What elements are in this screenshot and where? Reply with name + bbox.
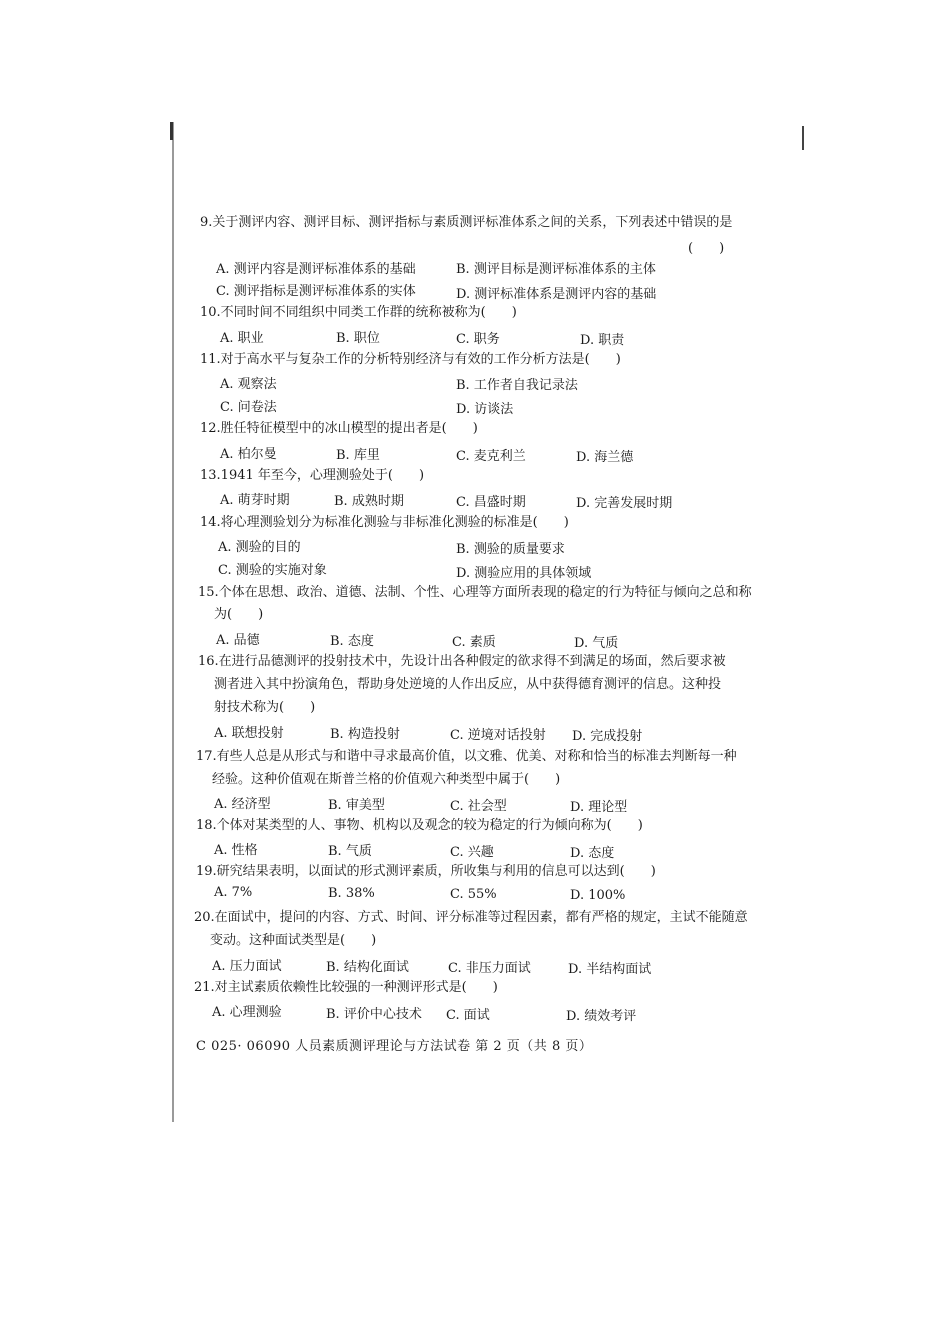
- option: A. 柏尔曼: [220, 447, 277, 462]
- question-stem: 13.1941 年至今，心理测验处于( ): [200, 468, 425, 483]
- option: D. 职责: [580, 333, 625, 348]
- question-stem: 17.有些人总是从形式与和谐中寻求最高价值，以文雅、优美、对称和恰当的标准去判断每一种: [196, 749, 737, 764]
- option: C. 55%: [450, 887, 497, 902]
- option: B. 气质: [328, 844, 372, 859]
- option: D. 理论型: [570, 800, 628, 815]
- option: D. 100%: [570, 888, 626, 903]
- option: C. 兴趣: [450, 845, 494, 860]
- option: A. 测验的目的: [218, 540, 301, 555]
- option: A. 联想投射: [214, 726, 284, 741]
- option: C. 测验的实施对象: [218, 563, 327, 578]
- question-stem-cont: 为( ): [214, 607, 264, 622]
- option: D. 态度: [570, 846, 615, 861]
- page-footer: C 025· 06090 人员素质测评理论与方法试卷 第 2 页（共 8 页）: [196, 1039, 593, 1054]
- question-stem-cont: 测者进入其中扮演角色，帮助身处逆境的人作出反应，从中获得德育测评的信息。这种投: [214, 677, 722, 692]
- option: D. 测评标准体系是测评内容的基础: [456, 287, 657, 302]
- option: C. 社会型: [450, 799, 507, 814]
- question-stem: 21.对主试素质依赖性比较强的一种测评形式是( ): [194, 980, 498, 995]
- question-stem: 14.将心理测验划分为标准化测验与非标准化测验的标准是( ): [200, 515, 569, 530]
- option: B. 38%: [328, 886, 375, 901]
- option: C. 非压力面试: [448, 961, 531, 976]
- question-stem-cont: 射技术称为( ): [214, 700, 316, 715]
- question-stem: 9.关于测评内容、测评目标、测评指标与素质测评标准体系之间的关系，下列表述中错误的是: [200, 215, 733, 230]
- question-stem: 19.研究结果表明，以面试的形式测评素质，所收集与利用的信息可以达到( ): [196, 864, 656, 879]
- option: A. 品德: [216, 633, 260, 648]
- option: A. 心理测验: [212, 1005, 282, 1020]
- option: C. 测评指标是测评标准体系的实体: [216, 284, 416, 299]
- question-stem: 15.个体在思想、政治、道德、法制、个性、心理等方面所表现的稳定的行为特征与倾向之总和称: [198, 585, 752, 600]
- option: A. 性格: [214, 843, 258, 858]
- answer-paren: ( ): [688, 241, 725, 256]
- question-stem: 10.不同时间不同组织中同类工作群的统称被称为( ): [200, 305, 517, 320]
- option: A. 7%: [214, 885, 253, 900]
- question-stem: 18.个体对某类型的人、事物、机构以及观念的较为稳定的行为倾向称为( ): [196, 818, 643, 833]
- option: B. 工作者自我记录法: [456, 378, 578, 393]
- option: C. 面试: [446, 1008, 490, 1023]
- option: B. 态度: [330, 634, 374, 649]
- option: C. 素质: [452, 635, 496, 650]
- option: D. 完善发展时期: [576, 496, 673, 511]
- question-stem: 16.在进行品德测评的投射技术中，先设计出各种假定的欲求得不到满足的场面，然后要求被: [198, 654, 726, 669]
- option: B. 审美型: [328, 798, 385, 813]
- option: B. 测验的质量要求: [456, 542, 565, 557]
- option: D. 气质: [574, 636, 619, 651]
- option: A. 职业: [220, 331, 264, 346]
- option: D. 测验应用的具体领域: [456, 566, 592, 581]
- option: B. 结构化面试: [326, 960, 409, 975]
- question-stem: 11.对于高水平与复杂工作的分析特别经济与有效的工作分析方法是( ): [200, 352, 621, 367]
- option: B. 职位: [336, 331, 380, 346]
- option: A. 萌芽时期: [220, 493, 290, 508]
- option: B. 评价中心技术: [326, 1007, 422, 1022]
- option: C. 职务: [456, 332, 500, 347]
- scan-edge-mark-right: [802, 126, 804, 150]
- option: B. 成熟时期: [334, 494, 404, 509]
- option: B. 库里: [336, 448, 380, 463]
- option: A. 压力面试: [212, 959, 282, 974]
- option: C. 问卷法: [220, 400, 277, 415]
- option: D. 绩效考评: [566, 1009, 637, 1024]
- option: C. 逆境对话投射: [450, 728, 546, 743]
- option: A. 观察法: [220, 377, 277, 392]
- option: C. 麦克利兰: [456, 449, 526, 464]
- question-stem: 12.胜任特征模型中的冰山模型的提出者是( ): [200, 421, 478, 436]
- option: D. 海兰德: [576, 450, 634, 465]
- option: D. 访谈法: [456, 402, 514, 417]
- scan-edge-line: [172, 122, 174, 1122]
- question-stem-cont: 经验。这种价值观在斯普兰格的价值观六种类型中属于( ): [212, 772, 561, 787]
- question-stem-cont: 变动。这种面试类型是( ): [210, 933, 377, 948]
- option: D. 完成投射: [572, 729, 643, 744]
- option: D. 半结构面试: [568, 962, 652, 977]
- option: A. 经济型: [214, 797, 271, 812]
- scan-edge-mark: [170, 122, 173, 140]
- option: B. 构造投射: [330, 727, 400, 742]
- option: C. 昌盛时期: [456, 495, 526, 510]
- option: A. 测评内容是测评标准体系的基础: [216, 262, 416, 277]
- question-stem: 20.在面试中，提问的内容、方式、时间、评分标准等过程因素，都有严格的规定，主试不能随意: [194, 910, 748, 925]
- option: B. 测评目标是测评标准体系的主体: [456, 262, 656, 277]
